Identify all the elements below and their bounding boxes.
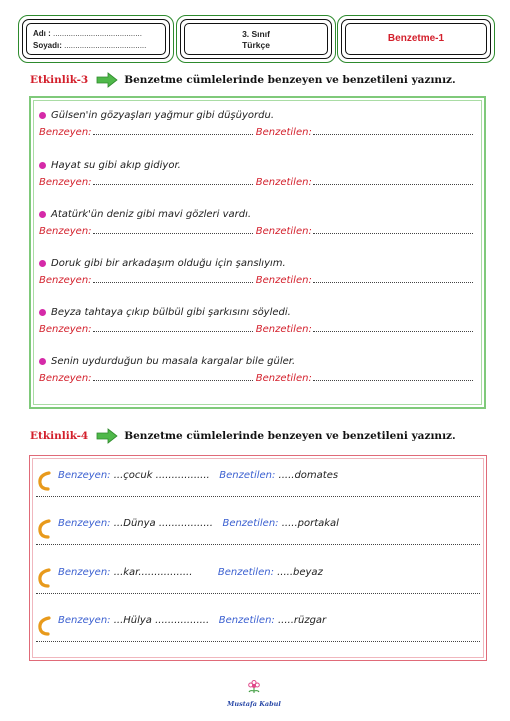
list-item	[39, 209, 476, 237]
benzetilen-field[interactable]	[313, 127, 473, 135]
hook-icon	[36, 567, 56, 589]
list-item	[36, 514, 480, 550]
name-row	[33, 29, 142, 38]
list-item	[36, 466, 480, 502]
bullet-icon	[39, 112, 46, 119]
benzetilen-label: Benzetilen:	[255, 324, 312, 335]
flower-icon	[245, 680, 263, 694]
class-line: 3. Sınıf	[242, 29, 270, 39]
benzetilen-label: Benzetilen:	[255, 127, 312, 138]
benzetilen-label: Benzetilen:	[255, 275, 312, 286]
activity4-instruction: Benzetme cümlelerinde benzeyen ve benzetileni yazınız.	[124, 430, 456, 442]
benzeyen-field[interactable]	[93, 324, 253, 332]
activity3-heading	[30, 70, 456, 90]
example-line	[58, 567, 323, 578]
bullet-icon	[39, 211, 46, 218]
sentence-row	[39, 258, 476, 269]
benzeyen-value: ...kar.................	[113, 567, 193, 578]
hook-icon	[36, 470, 56, 492]
writing-line[interactable]	[36, 593, 480, 594]
example-line	[58, 615, 326, 626]
benzetilen-field[interactable]	[313, 373, 473, 381]
bullet-icon	[39, 260, 46, 267]
sentence-row	[39, 110, 476, 121]
subject-line: Türkçe	[242, 40, 270, 50]
benzetilen-label: Benzetilen:	[219, 470, 276, 481]
bullet-icon	[39, 358, 46, 365]
example-line	[58, 518, 339, 529]
sentence-text: Atatürk'ün deniz gibi mavi gözleri vardı.	[51, 209, 252, 220]
name-surname-box	[22, 19, 170, 59]
author-logo	[218, 680, 290, 712]
writing-line[interactable]	[36, 544, 480, 545]
writing-line[interactable]	[36, 496, 480, 497]
benzetilen-value: .....beyaz	[277, 567, 323, 578]
benzetilen-field[interactable]	[313, 177, 473, 185]
answer-row	[39, 324, 476, 335]
list-item	[39, 258, 476, 286]
right-arrow-icon	[96, 428, 118, 444]
logo-text: Mustafa Kabul	[227, 700, 281, 708]
topic-box	[341, 19, 491, 59]
benzetilen-label: Benzetilen:	[255, 177, 312, 188]
answer-row	[39, 226, 476, 237]
benzeyen-value: ...Dünya .................	[113, 518, 213, 529]
benzetilen-value: .....rüzgar	[277, 615, 327, 626]
benzeyen-label: Benzeyen:	[58, 567, 111, 578]
activity4-panel	[29, 455, 487, 661]
surname-label: Soyadı:	[33, 41, 62, 50]
sentence-row	[39, 160, 476, 171]
benzetilen-label: Benzetilen:	[218, 615, 275, 626]
list-item	[36, 611, 480, 647]
sentence-text: Doruk gibi bir arkadaşım olduğu için şanslıyım.	[51, 258, 286, 269]
benzetilen-label: Benzetilen:	[255, 226, 312, 237]
name-field[interactable]: ........................................	[53, 29, 142, 38]
sentence-text: Beyza tahtaya çıkıp bülbül gibi şarkısını söyledi.	[51, 307, 291, 318]
activity3-panel	[29, 96, 486, 409]
sentence-row	[39, 307, 476, 318]
class-subject-box	[180, 19, 332, 59]
sentence-row	[39, 209, 476, 220]
surname-field[interactable]: .....................................	[64, 41, 147, 50]
right-arrow-icon	[96, 72, 118, 88]
list-item	[39, 356, 476, 384]
sentence-text: Hayat su gibi akıp gidiyor.	[51, 160, 181, 171]
answer-row	[39, 373, 476, 384]
benzeyen-field[interactable]	[93, 373, 253, 381]
list-item	[39, 160, 476, 188]
benzetilen-label: Benzetilen:	[255, 373, 312, 384]
benzeyen-label: Benzeyen:	[39, 373, 92, 384]
sentence-row	[39, 356, 476, 367]
benzetilen-field[interactable]	[313, 324, 473, 332]
benzetilen-label: Benzetilen:	[217, 567, 274, 578]
topic-title: Benzetme-1	[387, 33, 445, 44]
answer-row	[39, 275, 476, 286]
benzeyen-label: Benzeyen:	[58, 470, 111, 481]
benzeyen-label: Benzeyen:	[39, 226, 92, 237]
benzeyen-label: Benzeyen:	[39, 275, 92, 286]
list-item	[39, 307, 476, 335]
benzeyen-field[interactable]	[93, 177, 253, 185]
name-label: Adı :	[33, 29, 51, 38]
list-item	[39, 110, 476, 138]
hook-icon	[36, 615, 56, 637]
bullet-icon	[39, 162, 46, 169]
benzeyen-field[interactable]	[93, 275, 253, 283]
example-line	[58, 470, 338, 481]
benzeyen-field[interactable]	[93, 226, 253, 234]
writing-line[interactable]	[36, 641, 480, 642]
benzeyen-label: Benzeyen:	[58, 615, 111, 626]
benzeyen-value: ...çocuk .................	[113, 470, 210, 481]
answer-row	[39, 177, 476, 188]
activity3-label: Etkinlik-3	[30, 74, 89, 86]
list-item	[36, 563, 480, 599]
activity4-heading	[30, 426, 456, 446]
benzetilen-field[interactable]	[313, 275, 473, 283]
sentence-text: Gülsen'in gözyaşları yağmur gibi düşüyordu.	[51, 110, 274, 121]
benzeyen-label: Benzeyen:	[58, 518, 111, 529]
benzeyen-label: Benzeyen:	[39, 127, 92, 138]
answer-row	[39, 127, 476, 138]
benzeyen-field[interactable]	[93, 127, 253, 135]
benzeyen-value: ...Hülya .................	[113, 615, 210, 626]
activity3-instruction: Benzetme cümlelerinde benzeyen ve benzetileni yazınız.	[124, 74, 456, 86]
benzeyen-label: Benzeyen:	[39, 324, 92, 335]
bullet-icon	[39, 309, 46, 316]
benzetilen-field[interactable]	[313, 226, 473, 234]
benzetilen-value: .....domates	[278, 470, 339, 481]
benzetilen-label: Benzetilen:	[222, 518, 279, 529]
sentence-text: Senin uydurduğun bu masala kargalar bile güler.	[51, 356, 296, 367]
benzetilen-value: .....portakal	[281, 518, 339, 529]
activity4-label: Etkinlik-4	[30, 430, 89, 442]
surname-row	[33, 41, 146, 50]
benzeyen-label: Benzeyen:	[39, 177, 92, 188]
hook-icon	[36, 518, 56, 540]
